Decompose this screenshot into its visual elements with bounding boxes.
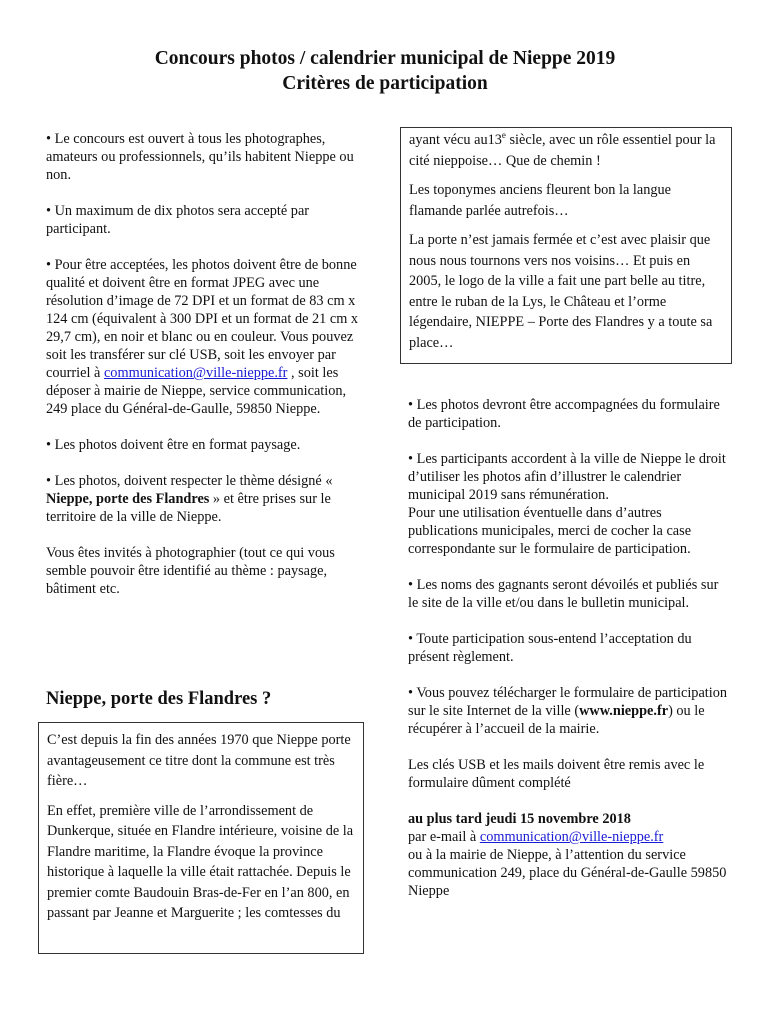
rule-download: • Vous pouvez télécharger le formulaire de participation sur le site Internet de la ville (www.nieppe.fr) ou le récupérer à l’accueil de la mairie. [408, 685, 728, 737]
contact-email: par e-mail à communication@ville-nieppe.fr [408, 829, 664, 845]
right-column [408, 396, 732, 900]
history-paragraph-4: Les toponymes anciens fleurent bon la langue flamande parlée autrefois… [409, 182, 672, 219]
rule-winners: • Les noms des gagnants seront dévoilés et publiés sur le site de la ville et/ou dans le bulletin municipal. [408, 577, 719, 611]
history-paragraph-2: En effet, première ville de l’arrondissement de Dunkerque, située en Flandre intérieure, voisine de la Flandre maritime, la Flandre évoque la province historique à laquelle la ville était rattachée. Depuis le premier comte Baudouin Bras-de-Fer en l’an 800, en passant par Jeanne et Marguerite ; les comtesses du [47, 802, 354, 921]
rule-max-photos: • Un maximum de dix photos sera accepté par participant. [46, 203, 310, 237]
page-title [0, 46, 770, 96]
section-heading: Nieppe, porte des Flandres ? [46, 689, 272, 709]
invitation-text: Vous êtes invités à photographier (tout ce qui vous semble pouvoir être identifié au thème : paysage, bâtiment etc. [46, 545, 335, 597]
left-column [46, 130, 366, 598]
rule-photo-format: • Pour être acceptées, les photos doivent être de bonne qualité et doivent être en format JPEG avec une résolution d’image de 72 DPI et un format de 83 cm x 124 cm (équivalent à 300 DPI et un format de 21 cm x 29,7 cm), en noir et blanc ou en couleur. Vous pouvez soit les transférer sur clé USB, soit les envoyer par courriel à communication@ville-nieppe.fr , soit les déposer à mairie de Nieppe, service communication, 249 place du Général-de-Gaulle, 59850 Nieppe. [46, 257, 359, 417]
rule-other-publications: Pour une utilisation éventuelle dans d’autres publications municipales, merci de cocher la case correspondante sur le formulaire de participation. [408, 505, 692, 557]
rule-landscape: • Les photos doivent être en format paysage. [46, 437, 301, 453]
contact-address: ou à la mairie de Nieppe, à l’attention du service communication 249, place du Général-de-Gaulle 59850 Nieppe [408, 847, 727, 899]
rule-entry-form: • Les photos devront être accompagnées du formulaire de participation. [408, 397, 720, 431]
rule-submission: Les clés USB et les mails doivent être remis avec le formulaire dûment complété [408, 757, 705, 791]
deadline: au plus tard jeudi 15 novembre 2018 [408, 811, 631, 827]
rule-theme: • Les photos, doivent respecter le thème désigné « Nieppe, porte des Flandres » et être prises sur le territoire de la ville de Nieppe. [46, 473, 333, 525]
email-link[interactable]: communication@ville-nieppe.fr [103, 365, 288, 381]
history-paragraph-1: C’est depuis la fin des années 1970 que Nieppe porte avantageusement ce titre dont la commune est très fière… [47, 732, 351, 789]
history-box-left [38, 722, 364, 954]
rule-open-to-all: • Le concours est ouvert à tous les photographes, amateurs ou professionnels, qu’ils habitent Nieppe ou non. [46, 131, 354, 183]
website-link[interactable]: www.nieppe.fr [579, 703, 669, 719]
title-line-2: Critères de participation [282, 73, 488, 94]
rule-usage-rights: • Les participants accordent à la ville de Nieppe le droit d’utiliser les photos afin d’illustrer le calendrier municipal 2019 sans rémunération. [408, 451, 726, 503]
email-link[interactable]: communication@ville-nieppe.fr [479, 829, 664, 845]
history-paragraph-5: La porte n’est jamais fermée et c’est avec plaisir que nous nous tournons vers nos voisins… Et puis en 2005, le logo de la ville a fait une part belle au titre, entre le ruban de la Lys, le Château et l’orme légendaire, NIEPPE – Porte des Flandres y a toute sa place… [409, 232, 713, 351]
rule-acceptance: • Toute participation sous-entend l’acceptation du présent règlement. [408, 631, 692, 665]
history-paragraph-3: ayant vécu au13e siècle, avec un rôle essentiel pour la cité nieppoise… Que de chemin ! [409, 130, 716, 169]
history-box-right [400, 127, 732, 364]
title-line-1: Concours photos / calendrier municipal de Nieppe 2019 [154, 48, 616, 69]
